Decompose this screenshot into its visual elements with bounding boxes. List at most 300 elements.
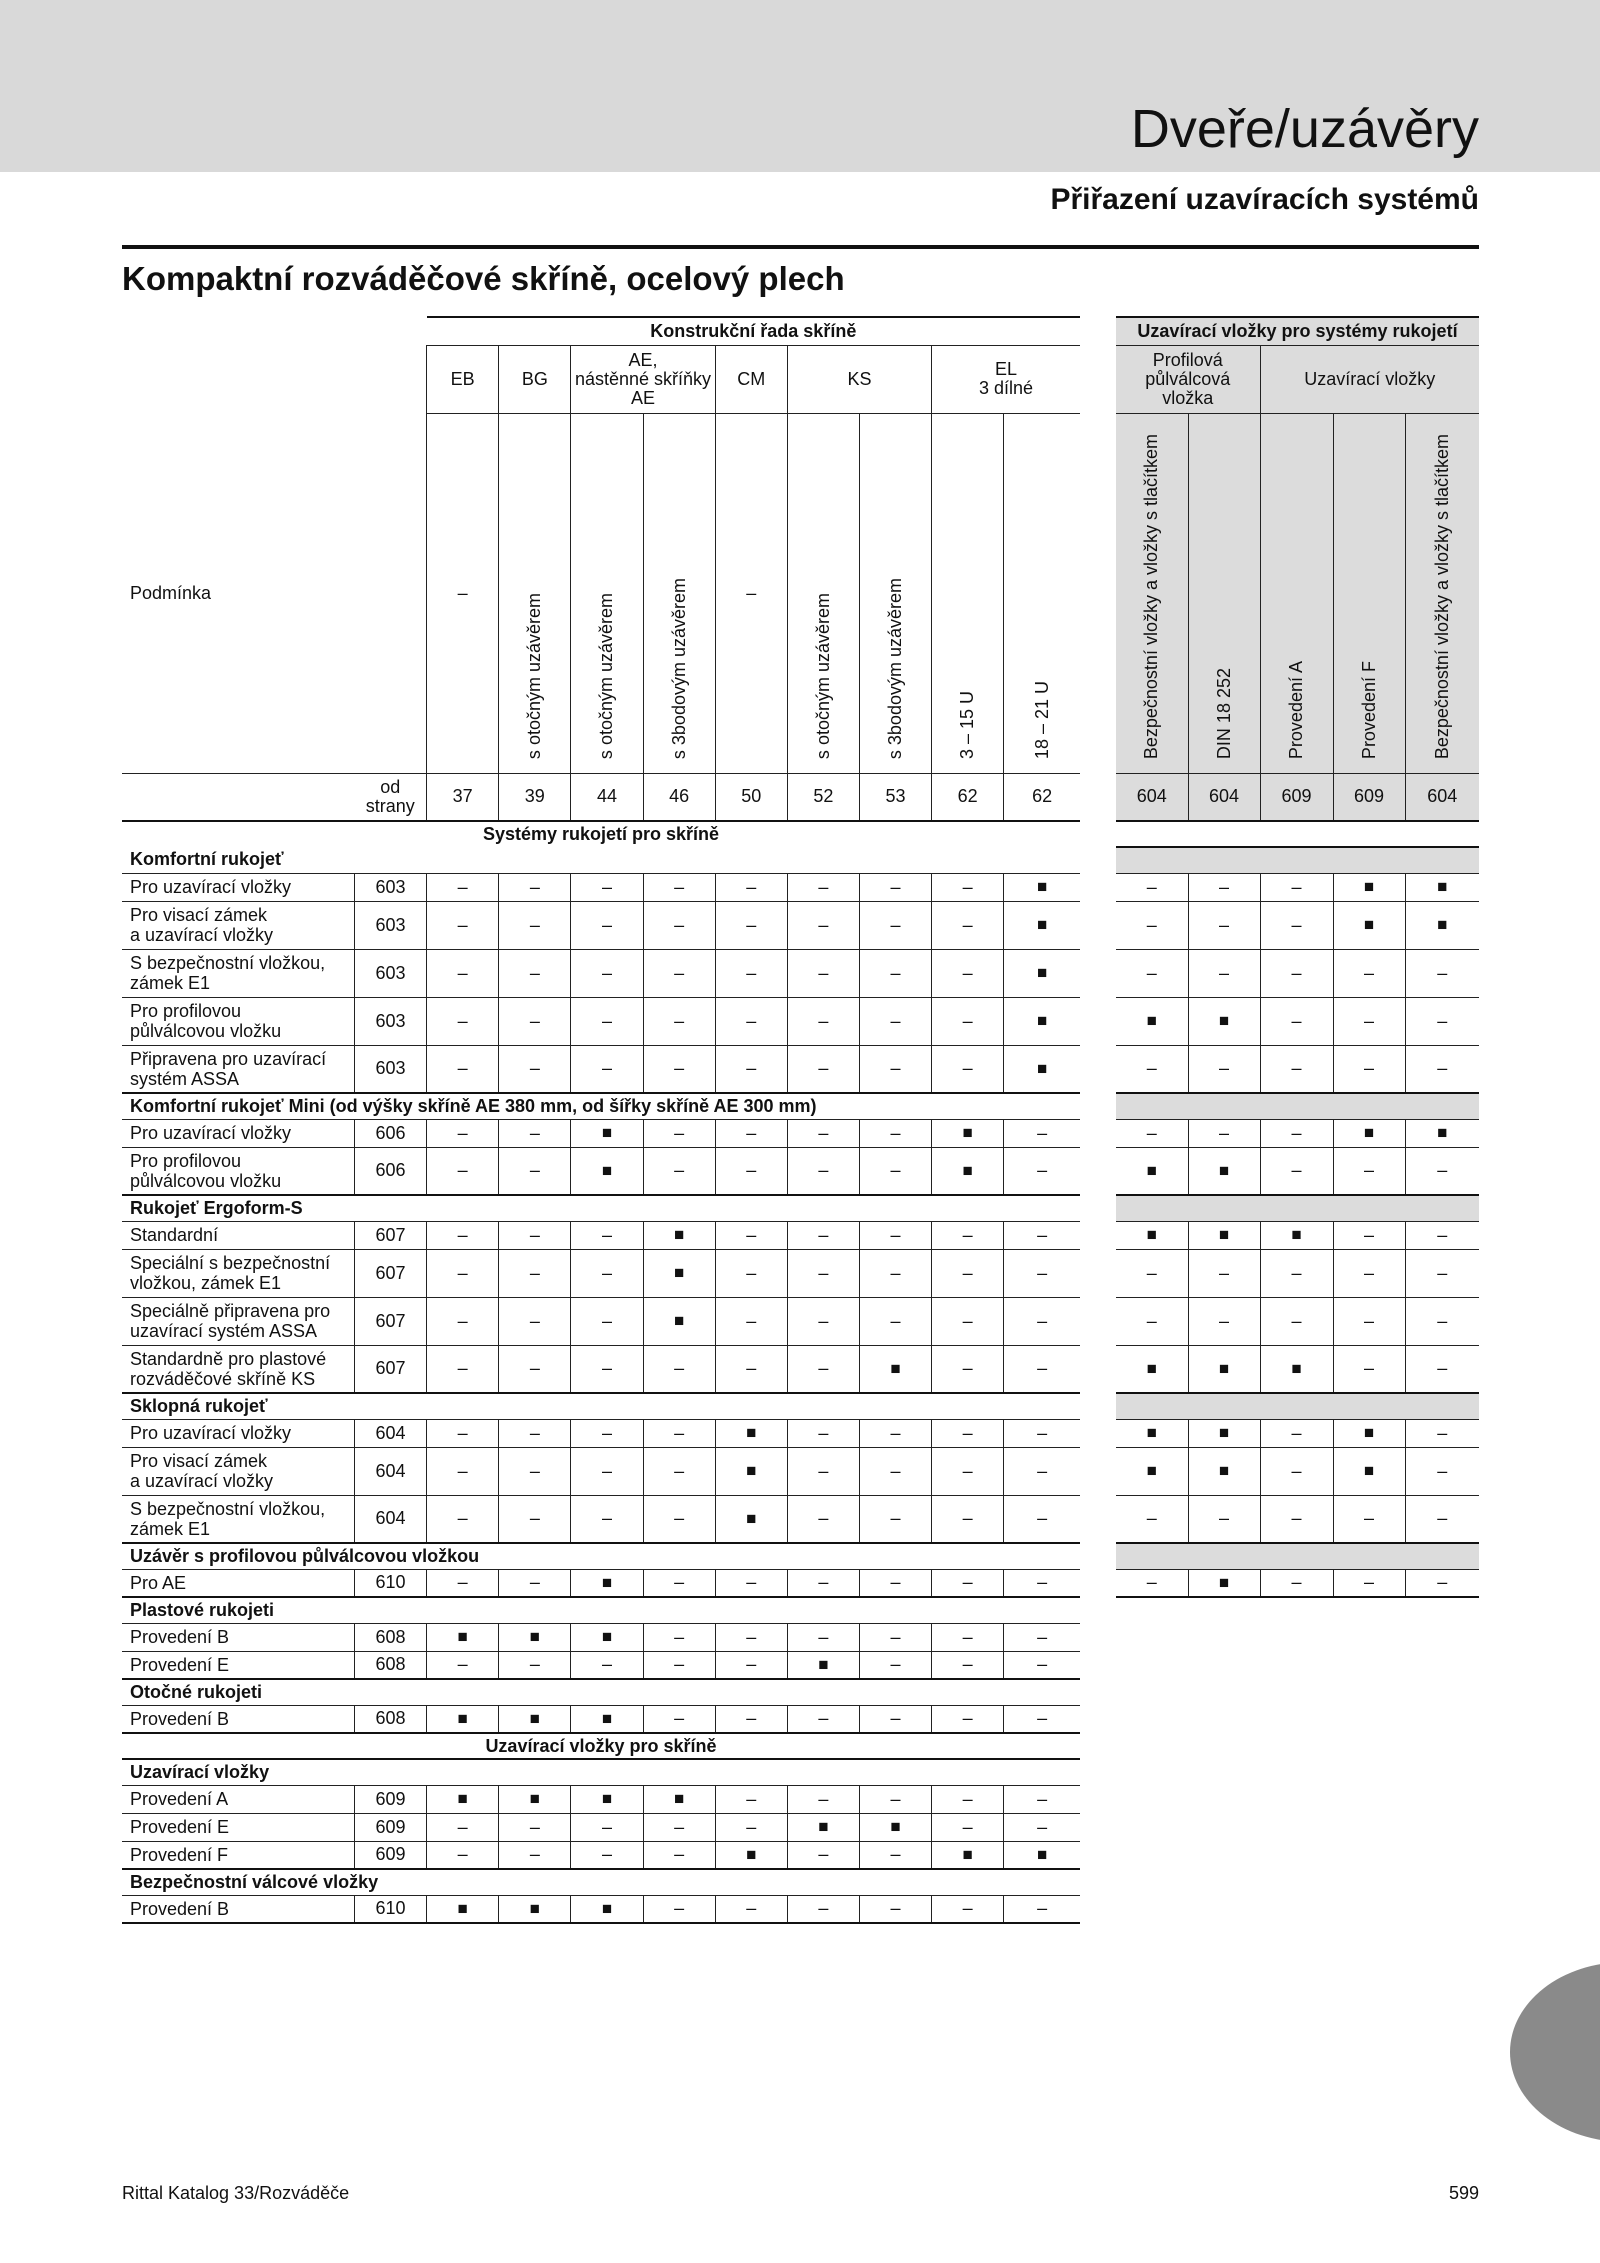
table-row	[122, 1119, 1080, 1147]
matrix-cell: –	[859, 1569, 931, 1597]
group-title: Komfortní rukojeť Mini (od výšky skříně AE 380 mm, od šířky skříně AE 300 mm)	[122, 1093, 1080, 1119]
condition-text: 3 – 15 U	[957, 691, 978, 760]
matrix-cell: –	[1004, 1147, 1080, 1195]
cylinder-type	[1188, 413, 1260, 773]
page-number: 599	[1448, 2183, 1479, 2203]
table-row	[122, 1813, 1080, 1841]
header-row	[1116, 317, 1479, 345]
profile-cylinder-group: Profilová půlválcová vložka	[1116, 345, 1260, 413]
matrix-cell: –	[1260, 1119, 1333, 1147]
matrix-cell: –	[1116, 1119, 1188, 1147]
matrix-cell: –	[859, 1297, 931, 1345]
matrix-cell: –	[499, 1841, 571, 1869]
row-page: 603	[354, 949, 426, 997]
cylinder-group-row	[1116, 345, 1479, 413]
group-row	[122, 1393, 1080, 1419]
row-label: Provedení B	[122, 1623, 354, 1651]
matrix-cell: ■	[1004, 949, 1080, 997]
matrix-cell: –	[1116, 873, 1188, 901]
row-page: 609	[354, 1813, 426, 1841]
group-title: Bezpečnostní válcové vložky	[122, 1869, 1080, 1895]
matrix-cell: ■	[932, 1119, 1004, 1147]
matrix-cell: ■	[1188, 1419, 1260, 1447]
matrix-cell: –	[932, 1221, 1004, 1249]
matrix-cell: –	[427, 873, 499, 901]
row-page: 607	[354, 1249, 426, 1297]
matrix-cell: –	[499, 1495, 571, 1543]
matrix-cell: –	[787, 1447, 859, 1495]
matrix-cell: –	[1004, 1705, 1080, 1733]
row-page: 603	[354, 997, 426, 1045]
group-row	[122, 1543, 1080, 1569]
matrix-cell: –	[859, 873, 931, 901]
cylinder-assignment-table	[1116, 316, 1479, 1598]
matrix-cell: –	[859, 1045, 931, 1093]
matrix-cell: –	[499, 1651, 571, 1679]
matrix-cell: –	[859, 1651, 931, 1679]
matrix-cell: –	[859, 1623, 931, 1651]
matrix-cell: –	[643, 997, 715, 1045]
row-label: Pro visací zámek a uzavírací vložky	[122, 901, 354, 949]
page-value: 52	[787, 773, 859, 821]
matrix-cell: –	[1260, 1249, 1333, 1297]
matrix-cell: –	[715, 1705, 787, 1733]
matrix-cell: –	[859, 1419, 931, 1447]
matrix-cell: –	[1405, 1249, 1479, 1297]
section-title-cylinders: Uzavírací vložky pro skříně	[122, 1733, 1080, 1759]
matrix-cell: –	[427, 1841, 499, 1869]
group-row	[122, 1597, 1080, 1623]
matrix-cell: –	[715, 1297, 787, 1345]
matrix-cell: ■	[1260, 1345, 1333, 1393]
matrix-cell: –	[715, 1785, 787, 1813]
matrix-cell: –	[571, 1447, 643, 1495]
row-page: 608	[354, 1705, 426, 1733]
matrix-cell: –	[427, 901, 499, 949]
table-row	[122, 1841, 1080, 1869]
row-label: Pro visací zámek a uzavírací vložky	[122, 1447, 354, 1495]
matrix-cell: –	[787, 1623, 859, 1651]
row-page: 603	[354, 901, 426, 949]
group-title: Sklopná rukojeť	[122, 1393, 1080, 1419]
matrix-cell: –	[571, 1419, 643, 1447]
matrix-cell: –	[787, 1221, 859, 1249]
row-label: Provedení B	[122, 1895, 354, 1923]
matrix-cell: –	[499, 873, 571, 901]
matrix-cell: –	[1333, 1297, 1405, 1345]
matrix-cell: ■	[499, 1623, 571, 1651]
row-page: 603	[354, 873, 426, 901]
matrix-cell: –	[932, 1495, 1004, 1543]
cylinder-type-text: Bezpečnostní vložky a vložky s tlačítkem	[1141, 434, 1162, 760]
matrix-cell: –	[715, 1623, 787, 1651]
matrix-cell: –	[1004, 1419, 1080, 1447]
cylinder-type-row	[1116, 413, 1479, 773]
group-title: Rukojeť Ergoform-S	[122, 1195, 1080, 1221]
matrix-cell: –	[427, 1651, 499, 1679]
matrix-cell: –	[499, 1813, 571, 1841]
matrix-cell: –	[715, 901, 787, 949]
matrix-cell: –	[1188, 901, 1260, 949]
matrix-cell: –	[715, 1345, 787, 1393]
table-row	[1116, 997, 1479, 1045]
condition-text: s otočným uzávěrem	[524, 593, 545, 760]
matrix-cell: –	[932, 1297, 1004, 1345]
row-page: 606	[354, 1119, 426, 1147]
row-label: S bezpečnostní vložkou, zámek E1	[122, 949, 354, 997]
matrix-cell: –	[1405, 1495, 1479, 1543]
matrix-cell: –	[643, 1119, 715, 1147]
matrix-cell: ■	[932, 1841, 1004, 1869]
group-title: Plastové rukojeti	[122, 1597, 1080, 1623]
table-row	[122, 1495, 1080, 1543]
page-value: 62	[932, 773, 1004, 821]
group-row	[122, 1195, 1080, 1221]
matrix-cell: –	[859, 949, 931, 997]
matrix-cell: –	[1260, 1569, 1333, 1597]
matrix-cell: –	[499, 901, 571, 949]
matrix-cell: –	[787, 1249, 859, 1297]
matrix-cell: –	[571, 997, 643, 1045]
matrix-cell: –	[499, 1119, 571, 1147]
matrix-cell: –	[932, 1447, 1004, 1495]
matrix-cell: –	[859, 1221, 931, 1249]
matrix-cell: –	[932, 1623, 1004, 1651]
row-label: Pro AE	[122, 1569, 354, 1597]
matrix-cell: –	[715, 1895, 787, 1923]
matrix-cell: –	[932, 1569, 1004, 1597]
series-assignment-table	[122, 316, 1080, 1924]
table-row	[122, 1623, 1080, 1651]
matrix-cell: –	[427, 1221, 499, 1249]
matrix-cell: –	[1004, 1651, 1080, 1679]
group-row	[122, 847, 1080, 873]
matrix-cell: –	[571, 1495, 643, 1543]
row-page: 606	[354, 1147, 426, 1195]
table-row	[1116, 1495, 1479, 1543]
matrix-cell: –	[643, 1419, 715, 1447]
matrix-cell: –	[1333, 1147, 1405, 1195]
matrix-cell: –	[499, 1221, 571, 1249]
matrix-cell: ■	[499, 1705, 571, 1733]
row-label: Připravena pro uzavírací systém ASSA	[122, 1045, 354, 1093]
matrix-cell: –	[787, 1419, 859, 1447]
page-value: 39	[499, 773, 571, 821]
matrix-cell: –	[499, 997, 571, 1045]
condition-value: –	[715, 413, 787, 773]
row-label: Pro uzavírací vložky	[122, 1419, 354, 1447]
condition-text: s 3bodovým uzávěrem	[668, 578, 689, 760]
matrix-cell: ■	[1188, 1447, 1260, 1495]
matrix-cell: –	[932, 1345, 1004, 1393]
matrix-cell: –	[787, 949, 859, 997]
row-page: 604	[354, 1495, 426, 1543]
condition-text: s otočným uzávěrem	[812, 593, 833, 760]
matrix-cell: –	[932, 901, 1004, 949]
page-value: 604	[1188, 773, 1260, 821]
group-title: Otočné rukojeti	[122, 1679, 1080, 1705]
matrix-cell: –	[1188, 1297, 1260, 1345]
table-row	[122, 1297, 1080, 1345]
matrix-cell: ■	[499, 1785, 571, 1813]
matrix-cell: –	[715, 1147, 787, 1195]
matrix-cell: –	[499, 1297, 571, 1345]
row-page: 603	[354, 1045, 426, 1093]
matrix-cell: –	[1188, 873, 1260, 901]
page-value: 53	[859, 773, 931, 821]
row-page: 604	[354, 1447, 426, 1495]
page-value: 62	[1004, 773, 1080, 821]
matrix-cell: –	[571, 1045, 643, 1093]
matrix-cell: –	[715, 1569, 787, 1597]
group-row	[122, 1869, 1080, 1895]
matrix-cell: –	[1405, 949, 1479, 997]
matrix-cell: –	[1004, 1297, 1080, 1345]
matrix-cell: –	[1333, 1249, 1405, 1297]
matrix-cell: –	[932, 1705, 1004, 1733]
matrix-cell: ■	[1333, 901, 1405, 949]
matrix-cell: –	[427, 1495, 499, 1543]
matrix-cell: –	[932, 1651, 1004, 1679]
row-label: Provedení E	[122, 1813, 354, 1841]
condition-text: s otočným uzávěrem	[596, 593, 617, 760]
matrix-cell: ■	[932, 1147, 1004, 1195]
matrix-cell: –	[1333, 997, 1405, 1045]
matrix-cell: –	[787, 1841, 859, 1869]
matrix-cell: –	[499, 1147, 571, 1195]
matrix-cell: –	[932, 873, 1004, 901]
cylinder-type-text: Bezpečnostní vložky a vložky s tlačítkem	[1431, 434, 1452, 760]
matrix-cell: –	[932, 1419, 1004, 1447]
page-value: 37	[427, 773, 499, 821]
matrix-cell: –	[715, 1813, 787, 1841]
matrix-cell: –	[1405, 1297, 1479, 1345]
matrix-cell: –	[787, 1569, 859, 1597]
table-row	[122, 1569, 1080, 1597]
row-page: 610	[354, 1569, 426, 1597]
matrix-cell: ■	[859, 1345, 931, 1393]
matrix-cell: –	[787, 1495, 859, 1543]
row-page: 608	[354, 1623, 426, 1651]
page-value: 604	[1405, 773, 1479, 821]
row-label: Provedení E	[122, 1651, 354, 1679]
matrix-cell: –	[499, 1045, 571, 1093]
matrix-cell: ■	[571, 1569, 643, 1597]
matrix-cell: –	[1004, 1495, 1080, 1543]
matrix-cell: –	[1260, 1147, 1333, 1195]
matrix-cell: –	[932, 1813, 1004, 1841]
condition-row	[122, 413, 1080, 773]
group-title: Uzávěr s profilovou půlválcovou vložkou	[122, 1543, 1080, 1569]
matrix-cell: ■	[427, 1895, 499, 1923]
section-row	[122, 1733, 1080, 1759]
matrix-cell: –	[427, 997, 499, 1045]
matrix-cell: –	[643, 1651, 715, 1679]
condition-label: Podmínka	[122, 413, 427, 773]
matrix-cell: –	[1405, 1569, 1479, 1597]
matrix-cell: –	[787, 1705, 859, 1733]
table-row	[1116, 1221, 1479, 1249]
page-value: 609	[1260, 773, 1333, 821]
matrix-cell: ■	[427, 1705, 499, 1733]
matrix-cell: –	[1116, 1045, 1188, 1093]
series-label: CM	[715, 345, 787, 413]
table-row	[122, 1249, 1080, 1297]
matrix-cell: ■	[1405, 873, 1479, 901]
matrix-cell: –	[427, 949, 499, 997]
row-label: Pro uzavírací vložky	[122, 1119, 354, 1147]
matrix-cell: ■	[1260, 1221, 1333, 1249]
row-page: 609	[354, 1841, 426, 1869]
matrix-cell: –	[1004, 1221, 1080, 1249]
condition-text: s 3bodovým uzávěrem	[885, 578, 906, 760]
matrix-cell: –	[1405, 1345, 1479, 1393]
matrix-cell: –	[787, 1147, 859, 1195]
header-rule	[122, 245, 1479, 249]
condition-value: –	[427, 413, 499, 773]
matrix-cell: –	[571, 1249, 643, 1297]
table-row	[122, 1705, 1080, 1733]
matrix-cell: –	[1405, 1221, 1479, 1249]
matrix-cell: –	[932, 949, 1004, 997]
matrix-cell: ■	[571, 1705, 643, 1733]
condition-value	[859, 413, 931, 773]
chapter-title: Dveře/uzávěry	[1130, 99, 1479, 159]
matrix-cell: –	[787, 1045, 859, 1093]
matrix-cell: –	[1188, 1119, 1260, 1147]
matrix-cell: ■	[715, 1419, 787, 1447]
condition-value	[499, 413, 571, 773]
matrix-cell: –	[859, 1785, 931, 1813]
condition-value	[932, 413, 1004, 773]
table-row	[122, 1447, 1080, 1495]
matrix-cell: –	[932, 1785, 1004, 1813]
matrix-cell: –	[1188, 1249, 1260, 1297]
matrix-cell: ■	[715, 1495, 787, 1543]
matrix-cell: –	[932, 1249, 1004, 1297]
matrix-cell: –	[859, 901, 931, 949]
matrix-cell: –	[427, 1419, 499, 1447]
matrix-cell: –	[859, 1147, 931, 1195]
matrix-cell: –	[427, 1813, 499, 1841]
matrix-cell: ■	[1004, 901, 1080, 949]
cylinder-type-text: Provedení F	[1358, 661, 1379, 760]
table-row	[1116, 901, 1479, 949]
matrix-cell: –	[643, 873, 715, 901]
series-row	[122, 345, 1080, 413]
matrix-cell: –	[787, 1345, 859, 1393]
matrix-cell: –	[1116, 901, 1188, 949]
matrix-cell: –	[932, 1045, 1004, 1093]
table-row	[122, 997, 1080, 1045]
matrix-cell: –	[643, 1895, 715, 1923]
matrix-cell: ■	[1116, 997, 1188, 1045]
matrix-cell: –	[1260, 1495, 1333, 1543]
condition-value	[643, 413, 715, 773]
row-page: 607	[354, 1297, 426, 1345]
matrix-cell: –	[859, 1841, 931, 1869]
table-row	[1116, 1147, 1479, 1195]
matrix-cell: –	[427, 1119, 499, 1147]
page-value: 44	[571, 773, 643, 821]
matrix-cell: –	[571, 1345, 643, 1393]
matrix-cell: –	[1004, 1623, 1080, 1651]
matrix-cell: –	[1333, 1045, 1405, 1093]
matrix-cell: –	[715, 1045, 787, 1093]
page-row	[1116, 773, 1479, 821]
page-value: 50	[715, 773, 787, 821]
matrix-cell: ■	[643, 1249, 715, 1297]
table-row	[1116, 1345, 1479, 1393]
table-row	[122, 1345, 1080, 1393]
row-label: Pro uzavírací vložky	[122, 873, 354, 901]
matrix-cell: –	[571, 901, 643, 949]
matrix-cell: ■	[1004, 997, 1080, 1045]
page-tab-marker	[1510, 1962, 1600, 2142]
matrix-cell: –	[1405, 997, 1479, 1045]
matrix-cell: –	[859, 1119, 931, 1147]
matrix-cell: –	[643, 1045, 715, 1093]
page-value: 46	[643, 773, 715, 821]
matrix-cell: –	[787, 1119, 859, 1147]
matrix-cell: –	[499, 1419, 571, 1447]
matrix-cell: ■	[1188, 1569, 1260, 1597]
matrix-cell: –	[1116, 1569, 1188, 1597]
matrix-cell: –	[787, 873, 859, 901]
matrix-cell: –	[1260, 1297, 1333, 1345]
condition-value	[571, 413, 643, 773]
row-label: Pro profilovou půlválcovou vložku	[122, 997, 354, 1045]
matrix-cell: –	[427, 1045, 499, 1093]
matrix-cell: –	[1004, 1345, 1080, 1393]
matrix-cell: ■	[1333, 1419, 1405, 1447]
matrix-cell: –	[859, 1495, 931, 1543]
table-row	[1116, 1419, 1479, 1447]
table-row	[1116, 1447, 1479, 1495]
row-page: 608	[354, 1651, 426, 1679]
matrix-cell: –	[1333, 1495, 1405, 1543]
matrix-cell: –	[427, 1147, 499, 1195]
matrix-cell: –	[1260, 997, 1333, 1045]
matrix-cell: –	[1405, 1147, 1479, 1195]
matrix-cell: –	[499, 1345, 571, 1393]
matrix-cell: –	[1260, 1419, 1333, 1447]
matrix-cell: –	[787, 1297, 859, 1345]
table-row	[1116, 873, 1479, 901]
matrix-cell: –	[1004, 1569, 1080, 1597]
matrix-cell: –	[499, 1249, 571, 1297]
matrix-cell: –	[1260, 949, 1333, 997]
section-row	[122, 821, 1080, 847]
matrix-cell: –	[1004, 1119, 1080, 1147]
page-label: od strany	[354, 773, 426, 821]
matrix-cell: –	[1004, 1813, 1080, 1841]
table-row	[122, 901, 1080, 949]
matrix-cell: –	[1333, 1221, 1405, 1249]
matrix-cell: –	[643, 1705, 715, 1733]
matrix-cell: –	[499, 1569, 571, 1597]
matrix-cell: –	[571, 1297, 643, 1345]
matrix-cell: –	[1333, 1345, 1405, 1393]
matrix-cell: –	[571, 1813, 643, 1841]
matrix-cell: ■	[787, 1813, 859, 1841]
matrix-cell: –	[1333, 1569, 1405, 1597]
section-title-handles: Systémy rukojetí pro skříně	[482, 824, 720, 844]
matrix-cell: ■	[715, 1841, 787, 1869]
table-row	[122, 873, 1080, 901]
matrix-cell: –	[787, 997, 859, 1045]
page-value: 604	[1116, 773, 1188, 821]
